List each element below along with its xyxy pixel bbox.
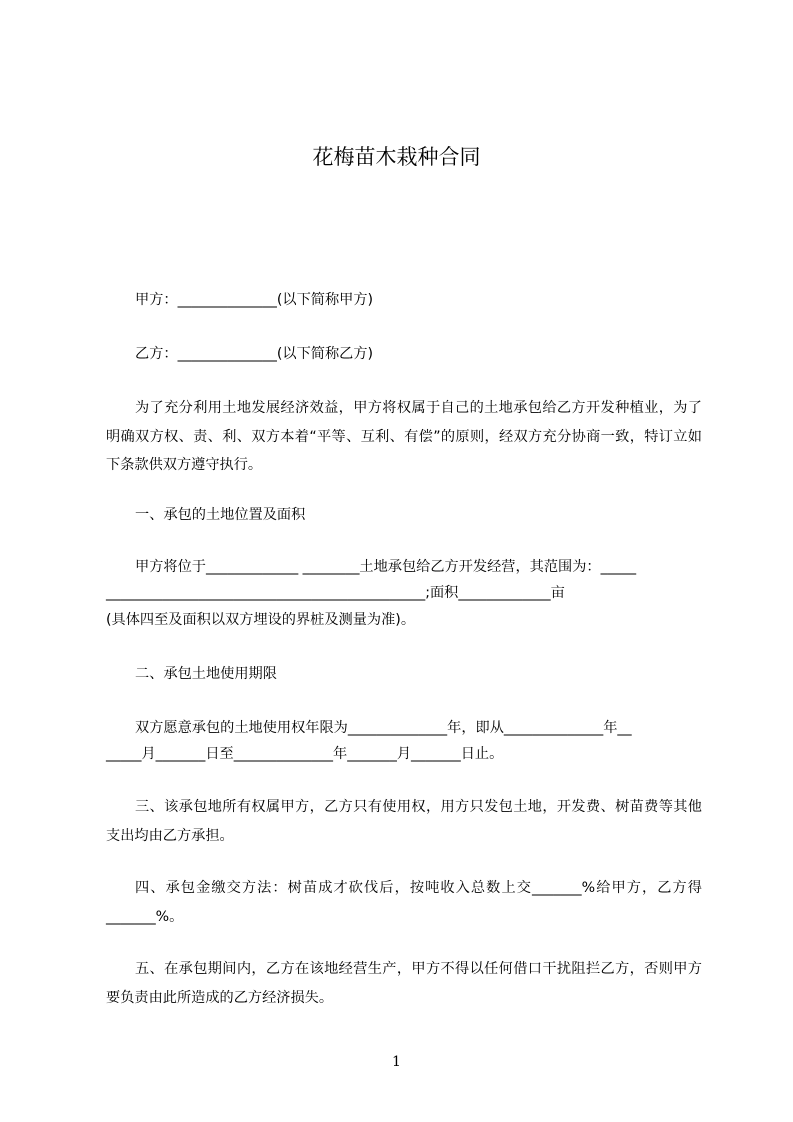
section3-paragraph (106, 793, 702, 850)
page-number: 1 (392, 1054, 401, 1070)
party-b-line: 乙方：______________(以下简称乙方) (135, 346, 374, 362)
section5-text: 五、在承包期间内，乙方在该地经营生产，甲方不得以任何借口干扰阻拦乙方，否则甲方要负责由此所造成的乙方经济损失。 (106, 961, 702, 1006)
party-a-line: 甲方：______________(以下简称甲方) (135, 292, 374, 308)
section1-line3: (具体四至及面积以双方埋设的界桩及测量为准)。 (106, 612, 416, 628)
intro-paragraph (106, 394, 702, 480)
intro-text: 为了充分利用土地发展经济效益，甲方将权属于自己的土地承包给乙方开发种植业，为了明确双方权、责、利、双方本着“平等、互利、有偿”的原则，经双方充分协商一致，特订立如下条款供双方遵守执行。 (106, 400, 702, 473)
section5-paragraph (106, 955, 702, 1012)
section4-paragraph (106, 874, 702, 931)
section2-line2: _____月_______日至______________年_______月_______日止。 (106, 746, 504, 762)
section4-text: 四、承包金缴交方法：树苗成才砍伐后，按吨收入总数上交_______%给甲方，乙方得_______%。 (106, 880, 702, 925)
section1-heading: 一、承包的土地位置及面积 (135, 507, 306, 523)
section1-line1: 甲方将位于_____________ ________土地承包给乙方开发经营，其范围为：_____ (135, 559, 637, 575)
section2-heading: 二、承包土地使用期限 (135, 666, 277, 682)
document-title: 花梅苗木栽种合同 (312, 145, 481, 169)
section2-line1: 双方愿意承包的土地使用权年限为______________年，即从______________年__ (135, 720, 632, 736)
section1-line2: _____________________________________________;面积_____________亩 (106, 585, 565, 601)
section3-text: 三、该承包地所有权属甲方，乙方只有使用权，用方只发包土地，开发费、树苗费等其他支出均由乙方承担。 (106, 799, 702, 844)
